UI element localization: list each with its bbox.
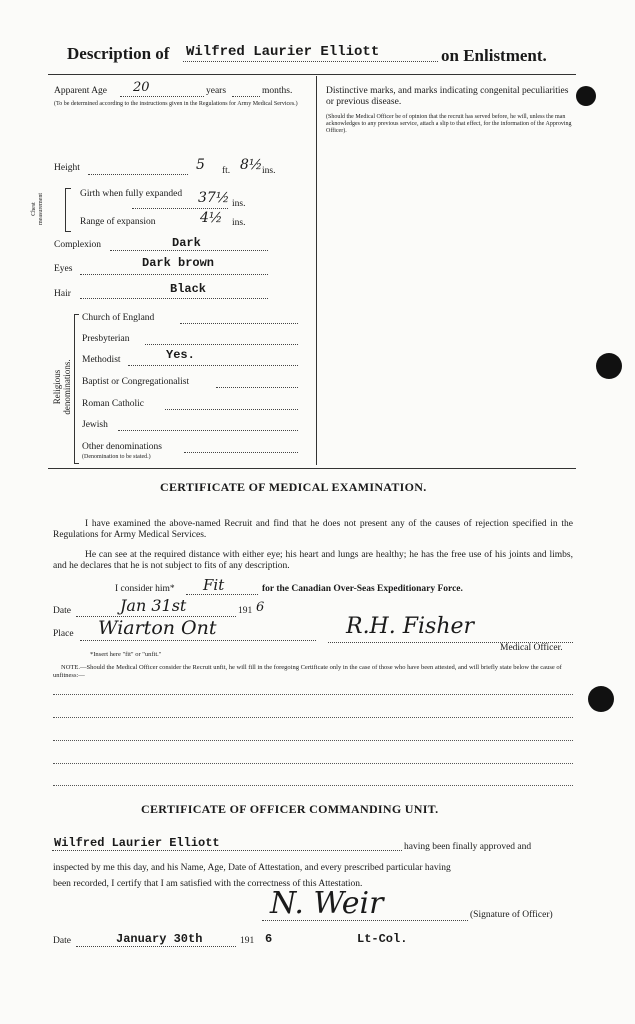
place-value: Wiarton Ont [98,617,217,639]
range-label: Range of expansion [80,217,156,227]
height-in-value: 8½ [240,157,263,173]
medical-year-prefix: 191 [238,606,253,616]
officer-name-line [52,850,402,851]
girth-value: 37½ [198,190,230,206]
religion-other-note: (Denomination to be stated.) [82,454,151,460]
header-name: Wilfred Laurier Elliott [186,44,380,60]
consider-label: I consider him* [115,584,175,594]
officer-signature-line [262,920,468,921]
age-note: (To be determined according to the instructions given in the Regulations for Army Medical Services.) [54,101,298,107]
eyes-line [80,274,268,275]
binder-hole-1 [576,86,596,106]
header-suffix: on Enlistment. [441,46,547,65]
officer-date-value: January 30th [116,932,203,946]
height-label: Height [54,163,80,173]
religion-roman-catholic: Roman Catholic [82,399,145,409]
distinctive-label: Distinctive marks, and marks indicating congenital peculiarities or previous disease. [326,86,569,107]
range-unit: ins. [232,218,246,228]
months-label: months. [262,86,293,96]
religion-line-2 [145,344,298,345]
medical-para2: He can see at the required distance with either eye; his heart and lungs are healthy; he has the free use of his joints and limbs, and he declares that he is not subject to fits of any description. [53,550,573,571]
officer-year-prefix: 191 [240,936,255,946]
medical-note: NOTE.—Should the Medical Officer consider the Recruit unfit, he will fill in the foregoing Certificate only in the case of those who have been attested, and will briefly state below the cause of unfitness:— [53,664,562,679]
officer-after-name: having been finally approved and [404,842,532,852]
religion-baptist: Baptist or Congregationalist [82,377,190,387]
place-line [80,640,316,641]
medical-date-value: Jan 31st [120,596,187,615]
medical-title: CERTIFICATE OF MEDICAL EXAMINATION. [160,480,427,494]
religion-bracket [74,314,79,464]
officer-title: CERTIFICATE OF OFFICER COMMANDING UNIT. [141,802,439,816]
religion-line-6 [118,430,298,431]
medical-officer-label: Medical Officer. [500,643,563,653]
medical-date-label: Date [53,606,71,616]
complexion-line [110,250,268,251]
eyes-value: Dark brown [142,256,215,270]
header-name-line [183,61,438,62]
officer-line2: inspected by me this day, and his Name, Age, Date of Attestation, and every prescribed particular having [53,863,451,873]
binder-hole-3 [588,686,614,712]
girth-unit: ins. [232,199,246,209]
unfit-line-5 [53,785,573,786]
religion-jewish: Jewish [82,420,108,430]
religion-other: Other denominations [82,442,162,452]
religion-side-label: Religious denominations. [52,359,72,415]
hair-line [80,298,268,299]
place-label: Place [53,629,74,639]
insert-note: *Insert here "fit" or "unfit." [90,651,162,658]
officer-signature-label: (Signature of Officer) [470,910,553,920]
complexion-value: Dark [172,236,201,250]
height-line [88,174,188,175]
apparent-age-value: 20 [133,80,150,95]
unfit-line-3 [53,740,573,741]
religion-methodist: Methodist [82,355,121,365]
officer-year-value: 6 [265,932,273,946]
hair-label: Hair [54,289,71,299]
religion-methodist-value: Yes. [166,348,195,362]
chest-bracket [65,188,71,232]
eyes-label: Eyes [54,264,73,274]
officer-signature: N. Weir [270,886,384,921]
hair-value: Black [170,282,207,296]
girth-line [132,208,228,209]
religion-line-4 [216,387,298,388]
ft-label: ft. [222,166,231,176]
height-ft-value: 5 [196,157,205,173]
religion-line-7 [184,452,298,453]
vertical-divider [316,76,317,465]
years-label: years [206,86,227,96]
medical-para1: I have examined the above-named Recruit and find that he does not present any of the causes of rejection specified in the Regulations for Army Medical Services. [53,519,573,540]
apparent-age-label: Apparent Age [54,86,108,96]
age-line [120,96,204,97]
religion-presbyterian: Presbyterian [82,334,130,344]
complexion-label: Complexion [54,240,101,250]
medical-year-value: 6 [256,600,265,615]
officer-line3: been recorded, I certify that I am satisfied with the correctness of this Attestation. [53,879,363,889]
officer-date-label: Date [53,936,71,946]
medical-officer-signature: R.H. Fisher [346,614,475,639]
religion-line-1 [180,323,298,324]
ins-label: ins. [262,166,276,176]
girth-label: Girth when fully expanded [80,189,183,199]
unfit-line-1 [53,694,573,695]
officer-recruit-name: Wilfred Laurier Elliott [54,836,220,850]
distinctive-note: (Should the Medical Officer be of opinion that the recruit has served before, he will, unless the man acknowledges to any previous service, attach a slip to that effect, for the information of the Approving Officer). [326,114,572,134]
binder-hole-2 [596,353,622,379]
header-prefix: Description of [67,44,170,63]
officer-rank: Lt-Col. [357,932,408,946]
consider-value: Fit [203,576,225,594]
unfit-line-2 [53,717,573,718]
months-line [232,96,260,97]
chest-label: Chest measurement [31,193,44,225]
officer-date-line [76,946,236,947]
religion-line-5 [165,409,298,410]
religion-line-3 [128,365,298,366]
for-text: for the Canadian Over-Seas Expeditionary Force. [262,584,463,594]
unfit-line-4 [53,763,573,764]
religion-church-of-england: Church of England [82,313,155,323]
consider-line [186,594,258,595]
range-value: 4½ [200,210,223,226]
